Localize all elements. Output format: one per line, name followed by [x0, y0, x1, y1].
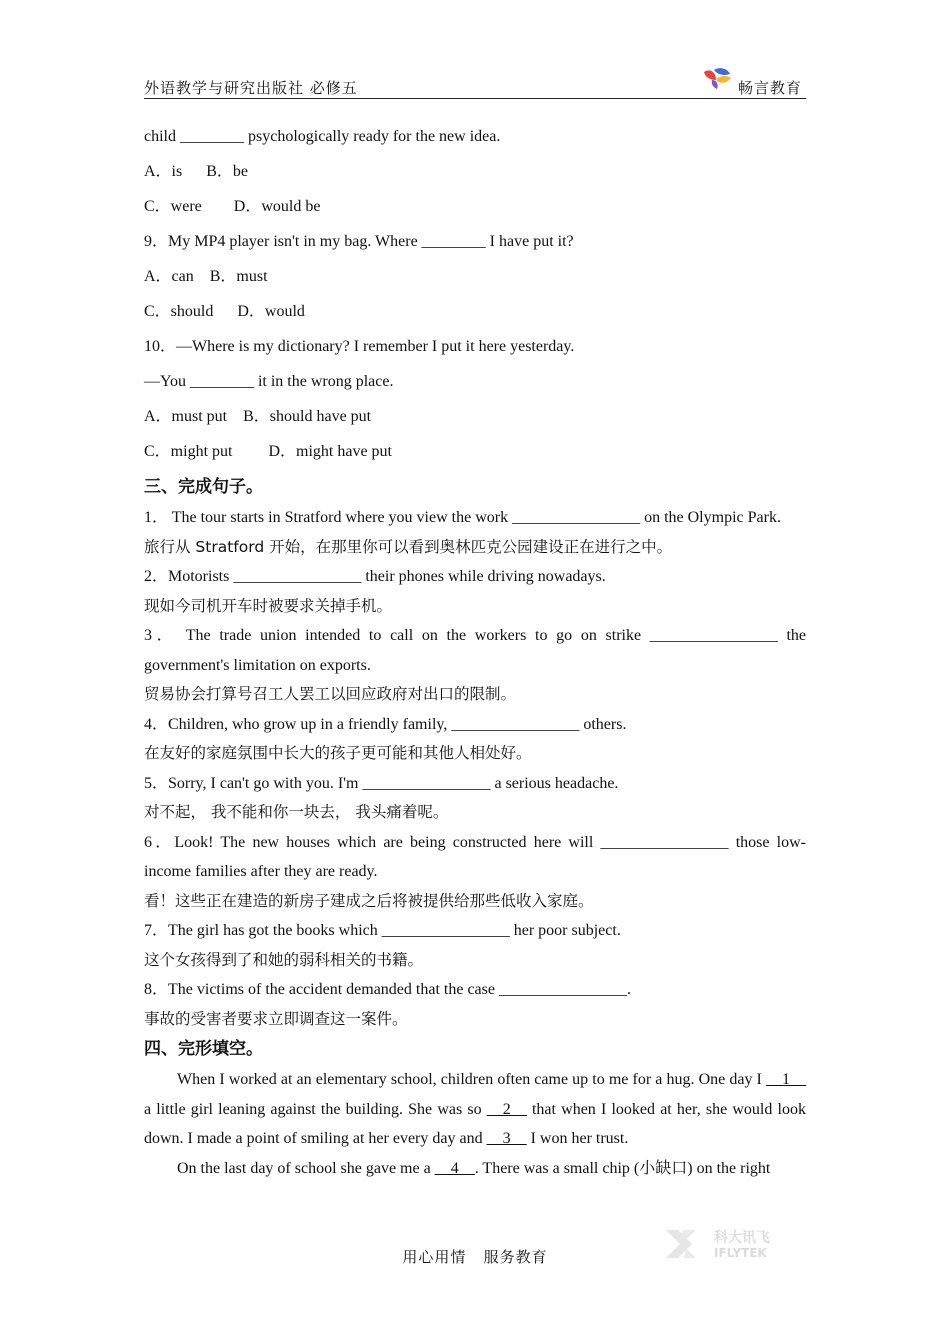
- mc-line: C．should D．would: [144, 303, 305, 320]
- mc-line: A．must put B．should have put: [144, 408, 372, 425]
- cloze-text: I won her trust.: [526, 1130, 629, 1147]
- cloze-text: a little girl leaning against the building. She was so: [144, 1100, 487, 1118]
- sentence-translation: 贸易协会打算号召工人罢工以回应政府对出口的限制。: [144, 685, 517, 703]
- page-footer: 用心用情 服务教育: [402, 1248, 548, 1266]
- sentence-item: 2．Motorists ________________ their phones while driving nowadays.: [144, 568, 606, 585]
- sentence-translation: 这个女孩得到了和她的弱科相关的书籍。: [144, 950, 424, 969]
- header-brand: 畅言教育: [737, 79, 802, 97]
- sentence-translation: 事故的受害者要求立即调查这一案件。: [144, 1009, 408, 1028]
- iflytek-watermark-icon: [662, 1226, 792, 1262]
- cloze-text: that when I looked at her, she would look down. I made a point of smiling at her every day and: [144, 1100, 806, 1147]
- watermark-en-text: IFLYTEK: [714, 1246, 767, 1260]
- cloze-paragraph: [144, 1065, 806, 1154]
- page-header: [144, 72, 806, 99]
- mc-line: child ________ psychologically ready for the new idea.: [144, 128, 501, 145]
- mc-line: 9．My MP4 player isn't in my bag. Where ________ I have put it?: [144, 233, 574, 250]
- cloze-blank-4: __4__: [434, 1159, 475, 1177]
- sentence-item: 8．The victims of the accident demanded that the case ________________.: [144, 981, 631, 998]
- cloze-text: On the last day of school she gave me a: [177, 1159, 435, 1177]
- sentence-item: 6．Look! The new houses which are being constructed here will ________________ those low-income families after they are ready.: [144, 833, 806, 880]
- cloze-blank-1: __1__: [766, 1071, 806, 1088]
- sentence-translation: 在友好的家庭氛围中长大的孩子更可能和其他人相处好。: [144, 744, 532, 762]
- cloze-paragraph: [144, 1154, 806, 1184]
- sentence-item: 3． The trade union intended to call on the workers to go on strike ________________ the government's limitation on exports.: [144, 627, 806, 674]
- sentence-item: 1． The tour starts in Stratford where you view the work ________________ on the Olympic Park.: [144, 509, 781, 526]
- sentence-translation: 现如今司机开车时被要求关掉手机。: [144, 596, 393, 615]
- page-content: [144, 122, 806, 1183]
- section-heading: 三、完成句子。: [144, 477, 263, 497]
- watermark-cn-text: 科大讯飞: [714, 1230, 770, 1246]
- mc-line: 10．—Where is my dictionary? I remember I put it here yesterday.: [144, 338, 575, 355]
- section-heading: 四、完形填空。: [144, 1039, 263, 1059]
- mc-line: —You ________ it in the wrong place.: [144, 373, 394, 390]
- header-book-title: 外语教学与研究出版社 必修五: [144, 79, 358, 97]
- sentence-translation: 看！这些正在建造的新房子建成之后将被提供给那些低收入家庭。: [144, 891, 594, 910]
- sentence-translation: 旅行从 Stratford 开始，在那里你可以看到奥林匹克公园建设正在进行之中。: [144, 537, 673, 556]
- cloze-text: When I worked at an elementary school, children often came up to me for a hug. One day I: [177, 1071, 766, 1088]
- cloze-text: . There was a small chip (小缺口) on the right: [474, 1159, 771, 1177]
- cloze-blank-3: __3__: [486, 1130, 527, 1147]
- sentence-item: 7．The girl has got the books which ________________ her poor subject.: [144, 922, 621, 939]
- mc-line: C．might put D．might have put: [144, 443, 392, 460]
- sentence-item: 5．Sorry, I can't go with you. I'm ________________ a serious headache.: [144, 774, 619, 792]
- sentence-item: 4．Children, who grow up in a friendly family, ________________ others.: [144, 715, 627, 733]
- mc-line: A．can B．must: [144, 268, 268, 285]
- changyan-logo-icon: [702, 66, 734, 90]
- sentence-translation: 对不起， 我不能和你一块去， 我头痛着呢。: [144, 803, 449, 821]
- mc-line: A．is B．be: [144, 163, 249, 180]
- mc-line: C．were D．would be: [144, 198, 321, 215]
- cloze-blank-2: __2__: [486, 1100, 527, 1118]
